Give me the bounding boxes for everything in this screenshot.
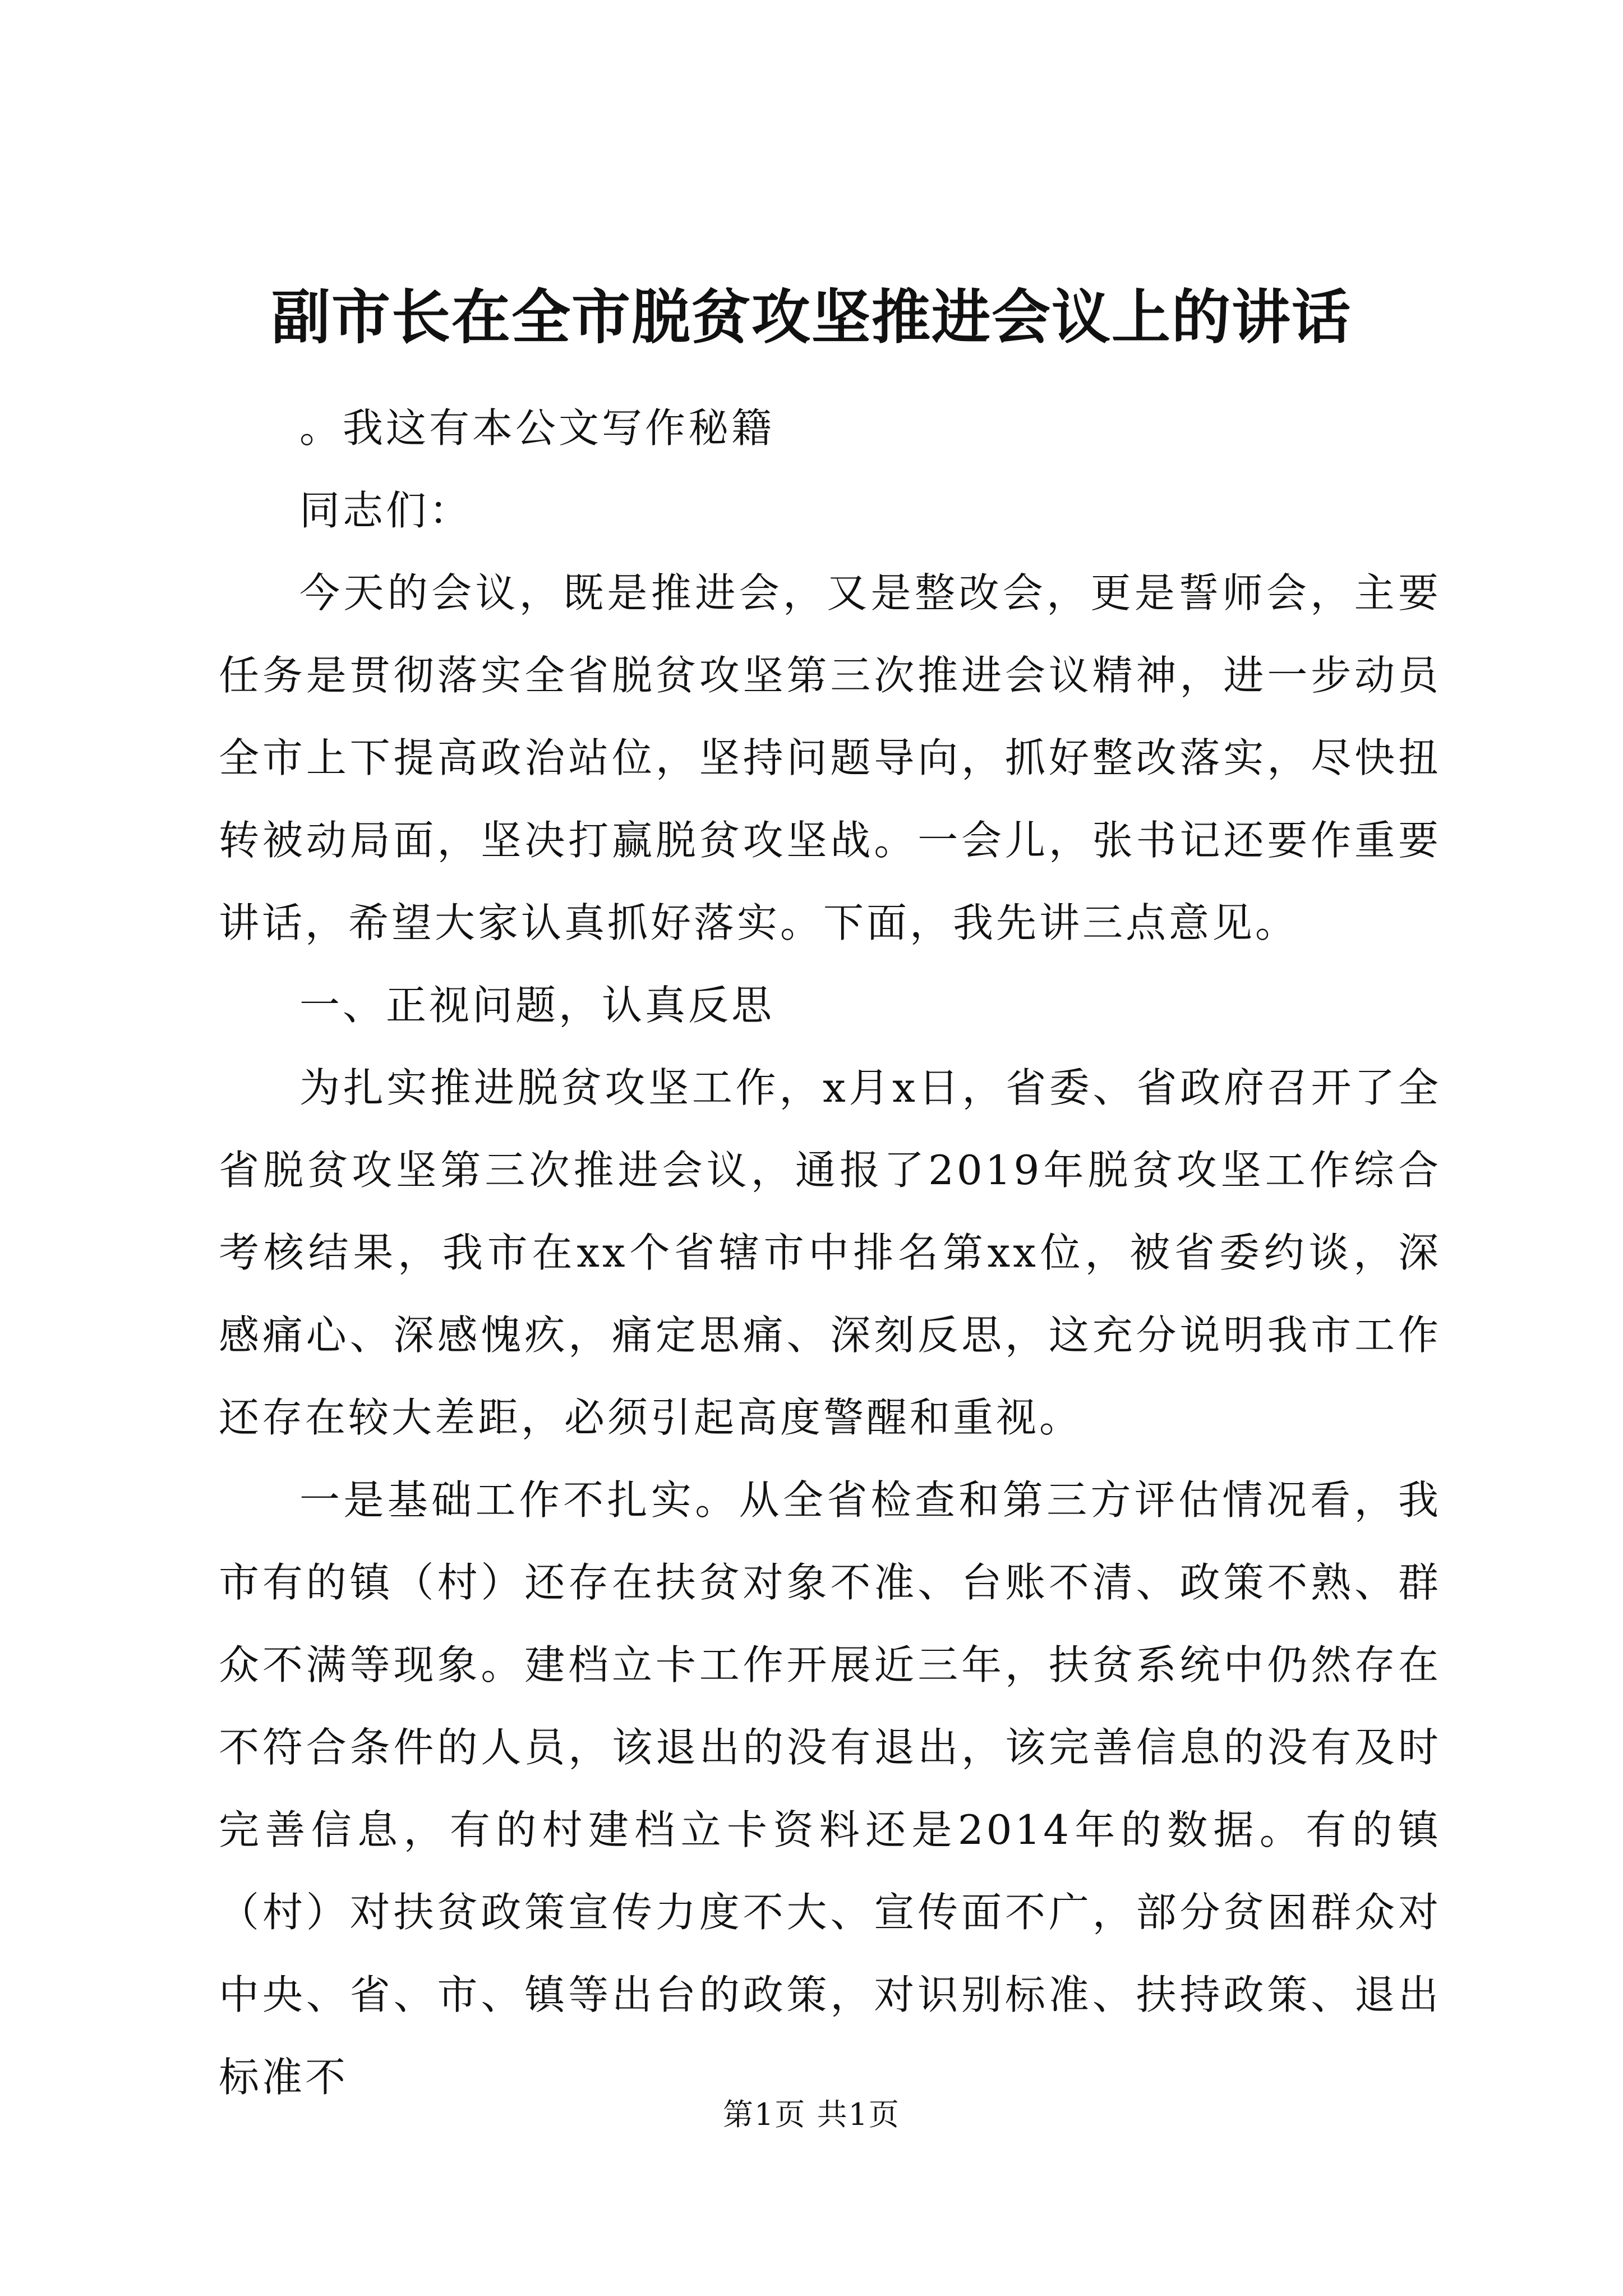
section-heading-1: 一、正视问题，认真反思: [299, 982, 775, 1029]
document-body: [219, 387, 1441, 2119]
page-footer: 第1页 共1页: [723, 2097, 900, 2132]
paragraph-problem-1: 一是基础工作不扎实。从全省检查和第三方评估情况看，我市有的镇（村）还存在扶贫对象不准、台账不清、政策不熟、群众不满等现象。建档立卡工作开展近三年，扶贫系统中仍然存在不符合条件的人员，该退出的没有退出，该完善信息的没有及时完善信息，有的村建档立卡资料还是2014年的数据。有的镇（村）对扶贫政策宣传力度不大、宣传面不广，部分贫困群众对中央、省、市、镇等出台的政策，对识别标准、扶持政策、退出标准不: [219, 1476, 1441, 2101]
salutation: 同志们：: [299, 487, 473, 534]
paragraph-opening: 今天的会议，既是推进会，又是整改会，更是誓师会，主要任务是贯彻落实全省脱贫攻坚第三次推进会议精神，进一步动员全市上下提高政治站位，坚持问题导向，抓好整改落实，尽快扭转被动局面，坚决打赢脱贫攻坚战。一会儿，张书记还要作重要讲话，希望大家认真抓好落实。下面，我先讲三点意见。: [219, 569, 1441, 946]
paragraph-background: 为扎实推进脱贫攻坚工作，x月x日，省委、省政府召开了全省脱贫攻坚第三次推进会议，通报了2019年脱贫攻坚工作综合考核结果，我市在xx个省辖市中排名第xx位，被省委约谈，深感痛心、深感愧疚，痛定思痛、深刻反思，这充分说明我市工作还存在较大差距，必须引起高度警醒和重视。: [219, 1064, 1441, 1441]
intro-note: 。我这有本公文写作秘籍: [299, 404, 775, 452]
document-title: 副市长在全市脱贫攻坚推进会议上的讲话: [271, 282, 1352, 352]
